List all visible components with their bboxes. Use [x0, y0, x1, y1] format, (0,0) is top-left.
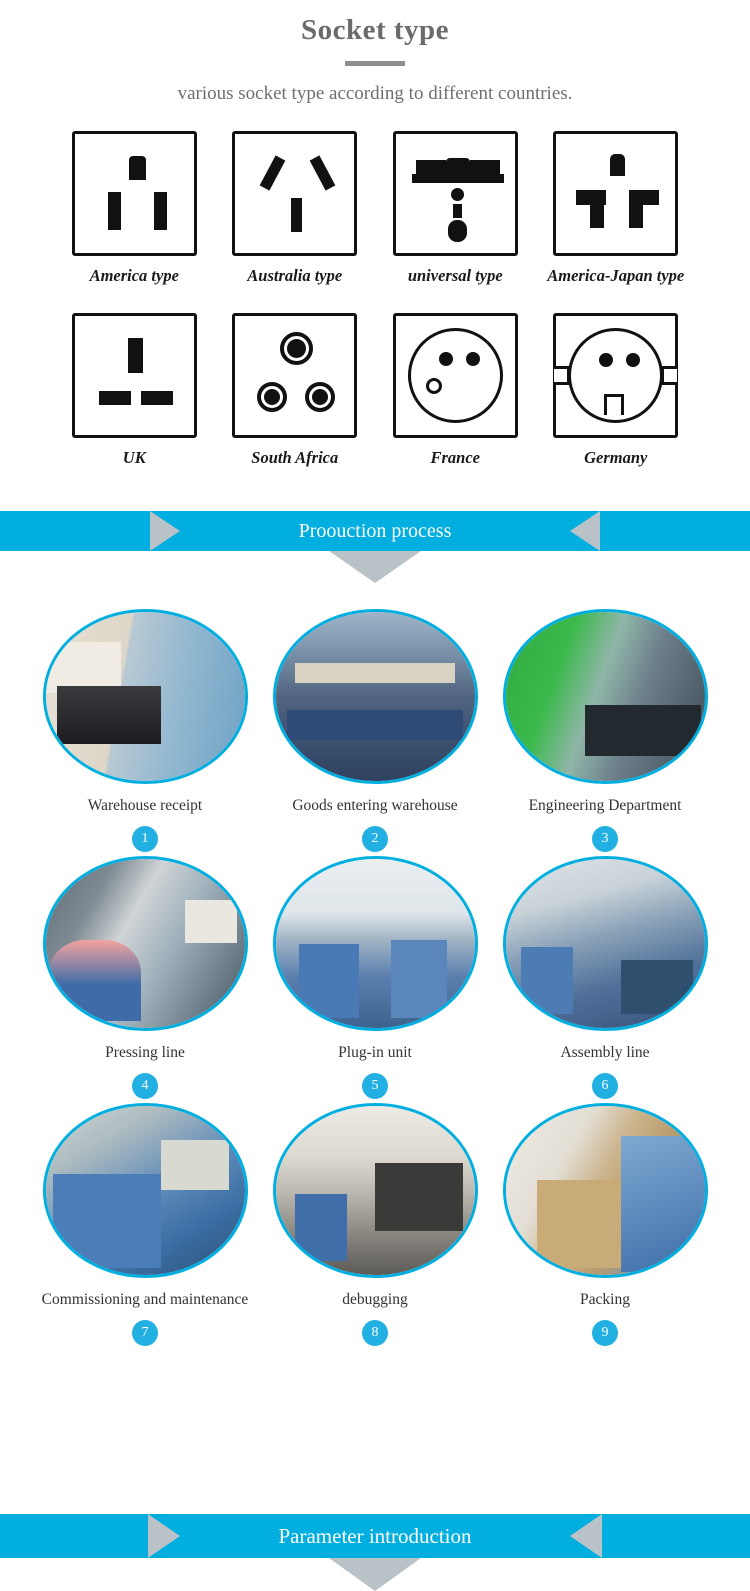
socket-label: UK: [122, 448, 146, 467]
socket-item: [215, 313, 376, 491]
socket-south-africa-icon: [232, 313, 357, 438]
socket-item: [54, 131, 215, 309]
socket-label: Germany: [584, 448, 648, 467]
socket-germany-icon: [553, 313, 678, 438]
process-step: [490, 609, 720, 852]
socket-grid: [0, 131, 750, 491]
socket-label: America type: [89, 266, 179, 285]
process-caption: Packing: [580, 1291, 630, 1308]
socket-label: South Africa: [251, 448, 339, 467]
production-process-banner: [0, 511, 750, 551]
socket-label: universal type: [407, 266, 503, 285]
process-caption: Commissioning and maintenance: [41, 1291, 249, 1308]
process-step: [490, 856, 720, 1099]
process-step: [260, 856, 490, 1099]
socket-type-section: [0, 0, 750, 491]
process-caption: Goods entering warehouse: [292, 797, 458, 814]
process-step-number: 7: [132, 1320, 158, 1346]
socket-item: [536, 131, 697, 309]
socket-universal-icon: [393, 131, 518, 256]
process-step: [30, 609, 260, 852]
socket-america-japan-icon: [553, 131, 678, 256]
socket-america-icon: [72, 131, 197, 256]
process-step-number: 1: [132, 826, 158, 852]
production-process-grid: [0, 551, 750, 1346]
process-photo: [43, 609, 248, 784]
process-caption: Assembly line: [560, 1044, 650, 1061]
process-step-number: 4: [132, 1073, 158, 1099]
process-caption: debugging: [342, 1291, 408, 1308]
process-step-number: 2: [362, 826, 388, 852]
socket-item: [215, 131, 376, 309]
socket-item: [375, 313, 536, 491]
process-caption: Pressing line: [105, 1044, 185, 1061]
socket-item: [375, 131, 536, 309]
process-photo: [43, 1103, 248, 1278]
process-caption: Engineering Department: [528, 797, 682, 814]
process-step-number: 5: [362, 1073, 388, 1099]
process-step-number: 3: [592, 826, 618, 852]
process-photo: [503, 1103, 708, 1278]
page-title: Socket type: [300, 14, 450, 46]
parameter-introduction-title: Parameter introduction: [278, 1523, 472, 1548]
socket-label: America-Japan type: [547, 266, 685, 285]
process-photo: [273, 609, 478, 784]
process-photo: [503, 609, 708, 784]
banner-arrow-icon: [329, 551, 421, 583]
process-step-number: 8: [362, 1320, 388, 1346]
socket-item: [54, 313, 215, 491]
production-process-title: Proouction process: [298, 519, 452, 542]
page-subtitle: various socket type according to different countries.: [177, 83, 573, 104]
process-step: [260, 1103, 490, 1346]
process-step: [260, 609, 490, 852]
banner-arrow-icon: [329, 1558, 421, 1591]
socket-label: France: [430, 448, 480, 467]
parameter-introduction-banner: [0, 1514, 750, 1591]
process-step: [30, 856, 260, 1099]
process-photo: [43, 856, 248, 1031]
socket-france-icon: [393, 313, 518, 438]
socket-uk-icon: [72, 313, 197, 438]
title-divider: [345, 61, 405, 66]
process-photo: [273, 856, 478, 1031]
process-caption: Warehouse receipt: [87, 797, 203, 814]
socket-australia-icon: [232, 131, 357, 256]
process-step-number: 9: [592, 1320, 618, 1346]
process-step: [490, 1103, 720, 1346]
socket-label: Australia type: [247, 266, 343, 285]
socket-item: [536, 313, 697, 491]
process-row: [30, 856, 720, 1099]
process-photo: [273, 1103, 478, 1278]
process-row: [30, 1103, 720, 1346]
process-photo: [503, 856, 708, 1031]
process-row: [30, 609, 720, 852]
process-step-number: 6: [592, 1073, 618, 1099]
process-caption: Plug-in unit: [338, 1044, 412, 1061]
process-step: [30, 1103, 260, 1346]
